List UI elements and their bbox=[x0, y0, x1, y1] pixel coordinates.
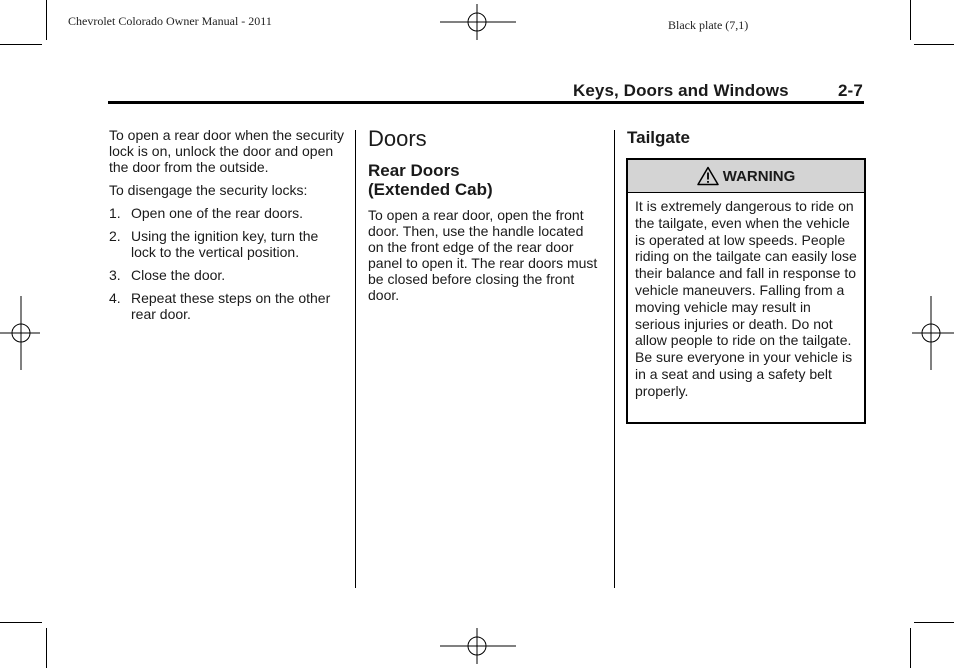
list-item: 1. Open one of the rear doors. bbox=[109, 205, 303, 221]
warning-text: Be sure everyone in your vehicle is in a seat and using a safety belt properly. bbox=[635, 349, 853, 399]
header-rule bbox=[108, 101, 864, 104]
rear-doors-body: To open a rear door, open the front door. Then, use the handle located on the front edge of the rear door panel to open it. The rear doors must be closed before closing the front door. bbox=[368, 207, 598, 303]
warning-body bbox=[628, 193, 864, 400]
page-number: 2-7 bbox=[838, 81, 863, 100]
column-divider bbox=[614, 130, 615, 588]
steps-list bbox=[109, 205, 345, 322]
column-tailgate bbox=[627, 128, 863, 147]
column-security-locks bbox=[109, 127, 345, 329]
warning-box bbox=[626, 158, 866, 424]
registration-mark-right bbox=[912, 296, 954, 370]
plate-label: Black plate (7,1) bbox=[668, 18, 749, 32]
tailgate-heading: Tailgate bbox=[627, 128, 690, 147]
security-lock-intro: To open a rear door when the security lock is on, unlock the door and open the door from the outside. bbox=[109, 127, 345, 175]
list-item: 2. Using the ignition key, turn the lock to the vertical position. bbox=[109, 228, 319, 260]
warning-label: WARNING bbox=[722, 167, 796, 185]
disengage-intro: To disengage the security locks: bbox=[109, 182, 308, 198]
warning-header bbox=[628, 160, 864, 193]
list-item: 3. Close the door. bbox=[109, 267, 226, 283]
column-divider bbox=[355, 130, 356, 588]
warning-text: It is extremely dangerous to ride on the tailgate, even when the vehicle is operated at low speeds. People riding on the tailgate can easily lose their balance and fall in response to vehicle maneuvers. Falling from a moving vehicle may result in serious injuries or death. Do not allow people to ride on the tailgate. bbox=[635, 198, 857, 349]
registration-mark-top bbox=[440, 4, 516, 40]
section-title: Keys, Doors and Windows bbox=[573, 81, 789, 100]
registration-mark-bottom bbox=[440, 628, 516, 664]
column-doors bbox=[368, 127, 600, 310]
warning-triangle-icon bbox=[697, 166, 719, 186]
rear-doors-heading: Rear Doors (Extended Cab) bbox=[368, 161, 493, 199]
doors-heading: Doors bbox=[368, 126, 427, 151]
list-item: 4. Repeat these steps on the other rear door. bbox=[109, 290, 331, 322]
registration-mark-left bbox=[0, 296, 40, 370]
manual-title: Chevrolet Colorado Owner Manual - 2011 bbox=[68, 14, 272, 28]
